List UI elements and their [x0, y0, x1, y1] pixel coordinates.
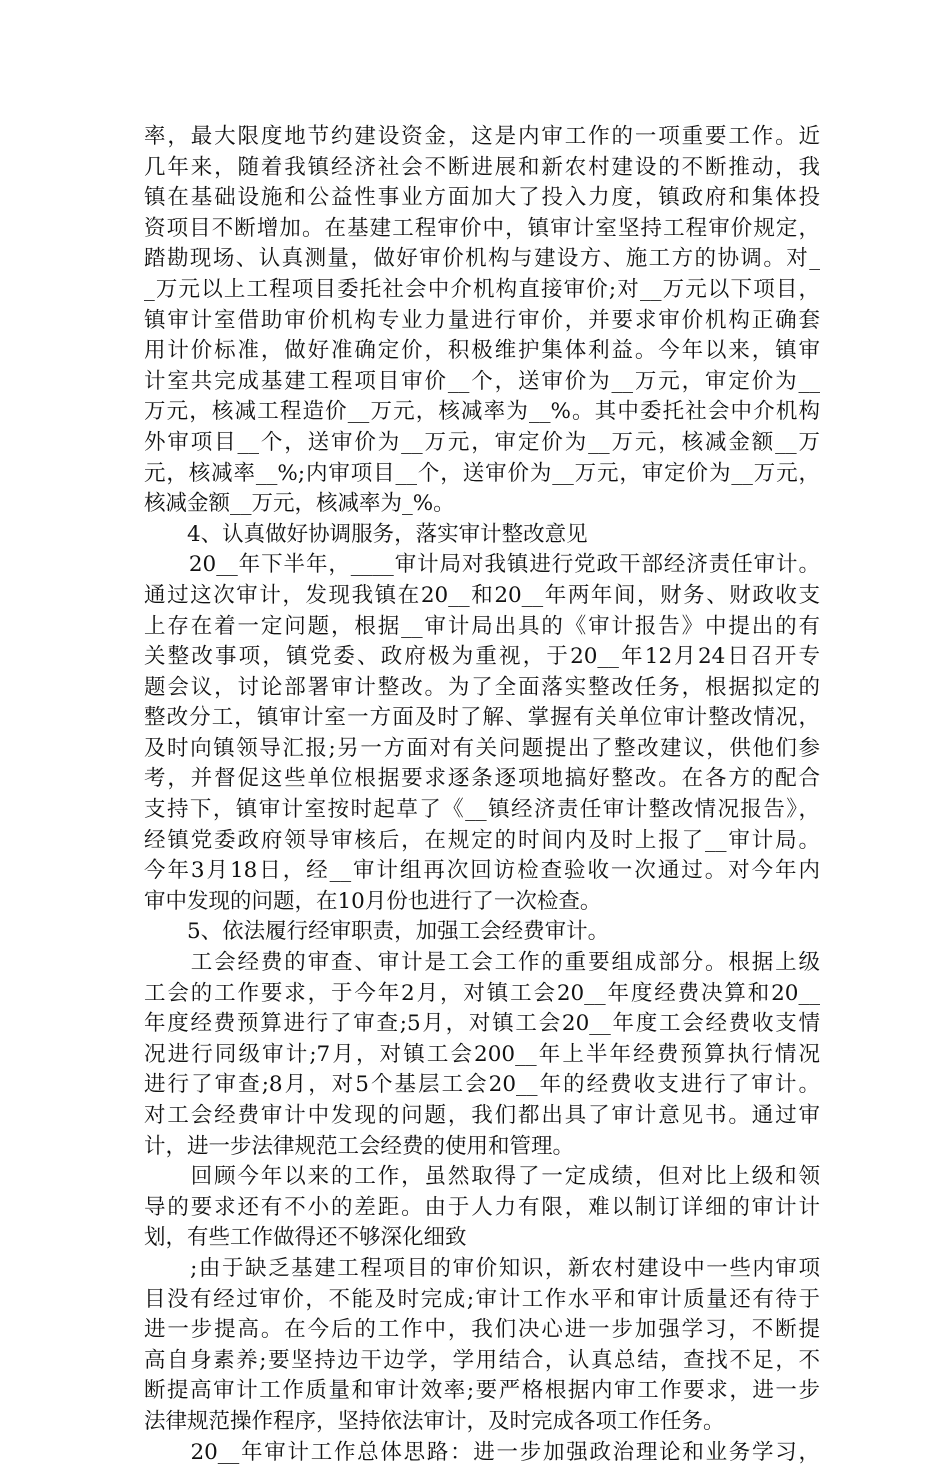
text-line: 对工会经费审计中发现的问题，我们都出具了审计意见书。通过审 [144, 1103, 820, 1128]
text-line: 断提高审计工作质量和审计效率;要严格根据内审工作要求，进一步 [144, 1378, 820, 1404]
text-line: 工会的工作要求，于今年2月，对镇工会20__年度经费决算和20__ [144, 980, 820, 1006]
text-line: _万元以上工程项目委托社会中介机构直接审价;对__万元以下项目， [144, 276, 820, 302]
text-line: 年度经费预算进行了审查;5月，对镇工会20__年度工会经费收支情 [144, 1011, 820, 1037]
text-line: 踏勘现场、认真测量，做好审价机构与建设方、施工方的协调。对_ [144, 246, 820, 272]
text-line: 及时向镇领导汇报;另一方面对有关问题提出了整改建议，供他们参 [144, 735, 820, 761]
text-line: 率，最大限度地节约建设资金，这是内审工作的一项重要工作。近 [144, 124, 820, 149]
text-line: 考，并督促这些单位根据要求逐条逐项地搞好整改。在各方的配合 [144, 766, 820, 792]
text-line: 题会议，讨论部署审计整改。为了全面落实整改任务，根据拟定的 [144, 674, 820, 700]
text-line: 核减金额__万元，核减率为_%。 [144, 491, 455, 517]
text-line: 计，进一步法律规范工会经费的使用和管理。 [144, 1133, 575, 1159]
text-line: 划，有些工作做得还不够深化细致 [144, 1225, 467, 1251]
text-line: 镇在基础设施和公益性事业方面加大了投入力度，镇政府和集体投 [144, 185, 820, 211]
section-heading: 5、依法履行经审职责，加强工会经费审计。 [144, 919, 610, 945]
text-line: 况进行同级审计;7月，对镇工会200__年上半年经费预算执行情况 [144, 1041, 820, 1067]
text-line: 外审项目__个，送审价为__万元，审定价为__万元，核减金额__万 [144, 429, 820, 455]
text-line: 上存在着一定问题，根据__审计局出具的《审计报告》中提出的有 [144, 613, 820, 639]
text-line: 几年来，随着我镇经济社会不断进展和新农村建设的不断推动，我 [144, 154, 820, 180]
text-line: 进行了审查;8月，对5个基层工会20__年的经费收支进行了审计。 [144, 1072, 820, 1098]
document-body [144, 122, 820, 1468]
text-line: 通过这次审计，发现我镇在20__和20__年两年间，财务、财政收支 [144, 582, 820, 608]
text-line: 导的要求还有不小的差距。由于人力有限，难以制订详细的审计计 [144, 1194, 820, 1220]
text-line: 资项目不断增加。在基建工程审价中，镇审计室坚持工程审价规定， [144, 215, 820, 241]
text-line: 目没有经过审价，不能及时完成;审计工作水平和审计质量还有待于 [144, 1286, 820, 1312]
text-line: 元，核减率__%;内审项目__个，送审价为__万元，审定价为__万元， [144, 460, 820, 486]
text-line: ;由于缺乏基建工程项目的审价知识，新农村建设中一些内审项 [144, 1255, 820, 1281]
text-line: 镇审计室借助审价机构专业力量进行审价，并要求审价机构正确套 [144, 307, 820, 333]
text-line: 工会经费的审查、审计是工会工作的重要组成部分。根据上级 [144, 950, 820, 976]
text-line: 万元，核减工程造价__万元，核减率为__%。其中委托社会中介机构 [144, 399, 820, 425]
text-line: 用计价标准，做好准确定价，积极维护集体利益。今年以来，镇审 [144, 338, 820, 364]
text-line: 20__年下半年，____审计局对我镇进行党政干部经济责任审计。 [144, 552, 820, 578]
text-line: 20__年审计工作总体思路：进一步加强政治理论和业务学习， [144, 1439, 820, 1465]
text-line: 关整改事项，镇党委、政府极为重视，于20__年12月24日召开专 [144, 644, 820, 670]
text-line: 整改分工，镇审计室一方面及时了解、掌握有关单位审计整改情况， [144, 705, 820, 731]
text-line: 进一步提高。在今后的工作中，我们决心进一步加强学习，不断提 [144, 1317, 820, 1343]
text-line: 高自身素养;要坚持边干边学，学用结合，认真总结，查找不足，不 [144, 1347, 820, 1373]
text-line: 法律规范操作程序，坚持依法审计，及时完成各项工作任务。 [144, 1408, 725, 1434]
text-line: 支持下，镇审计室按时起草了《__镇经济责任审计整改情况报告》， [144, 797, 820, 823]
text-line: 审中发现的问题，在10月份也进行了一次检查。 [144, 888, 602, 914]
text-line: 回顾今年以来的工作，虽然取得了一定成绩，但对比上级和领 [144, 1164, 820, 1190]
text-line: 经镇党委政府领导审核后，在规定的时间内及时上报了__审计局。 [144, 827, 820, 853]
text-line: 今年3月18日，经__审计组再次回访检查验收一次通过。对今年内 [144, 858, 820, 884]
section-heading: 4、认真做好协调服务，落实审计整改意见 [144, 521, 588, 547]
text-line: 计室共完成基建工程项目审价__个，送审价为__万元，审定价为__ [144, 368, 820, 394]
